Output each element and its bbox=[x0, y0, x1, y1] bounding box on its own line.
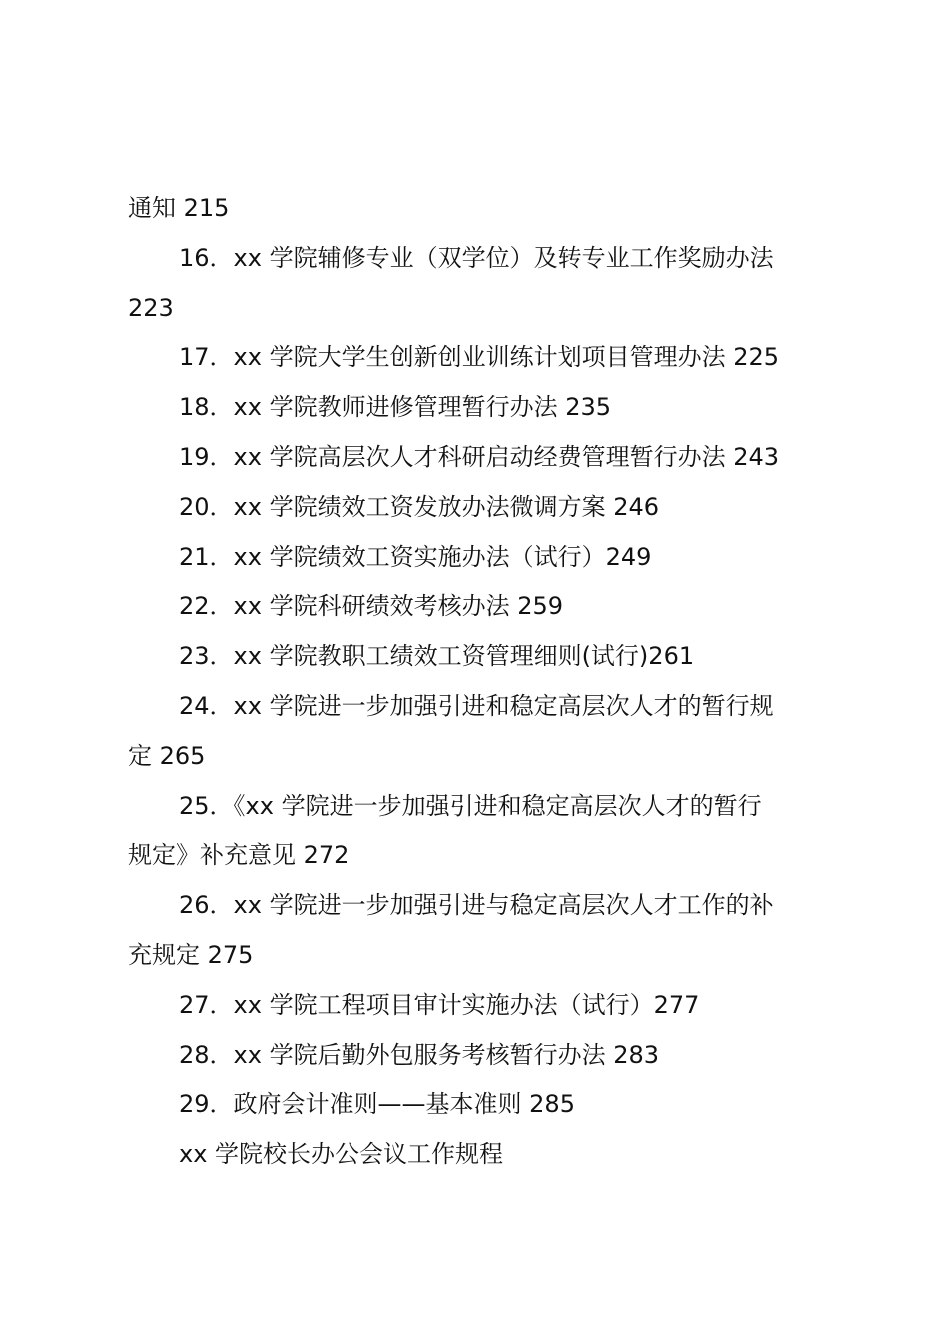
toc-entry-19: 19．xx 学院高层次人才科研启动经费管理暂行办法 243 bbox=[179, 442, 780, 471]
document-heading: xx 学院校长办公会议工作规程 bbox=[179, 1140, 504, 1169]
toc-entry-21: 21．xx 学院绩效工资实施办法（试行）249 bbox=[179, 542, 652, 571]
toc-entry-16: 16．xx 学院辅修专业（双学位）及转专业工作奖励办法 bbox=[179, 243, 774, 272]
toc-entry-22: 22．xx 学院科研绩效考核办法 259 bbox=[179, 592, 564, 621]
toc-entry-24: 24．xx 学院进一步加强引进和稳定高层次人才的暂行规 bbox=[179, 691, 774, 720]
toc-line-continuation: 规定》补充意见 272 bbox=[128, 841, 350, 870]
toc-entry-28: 28．xx 学院后勤外包服务考核暂行办法 283 bbox=[179, 1040, 660, 1069]
toc-entry-17: 17．xx 学院大学生创新创业训练计划项目管理办法 225 bbox=[179, 343, 780, 372]
table-of-contents bbox=[128, 184, 838, 1180]
toc-entry-29: 29．政府会计准则——基本准则 285 bbox=[179, 1090, 575, 1119]
toc-entry-18: 18．xx 学院教师进修管理暂行办法 235 bbox=[179, 393, 612, 422]
toc-entry-20: 20．xx 学院绩效工资发放办法微调方案 246 bbox=[179, 492, 660, 521]
toc-entry-27: 27．xx 学院工程项目审计实施办法（试行）277 bbox=[179, 990, 700, 1019]
toc-entry-23: 23．xx 学院教职工绩效工资管理细则(试行)261 bbox=[179, 642, 695, 671]
toc-line-continuation: 223 bbox=[128, 293, 174, 322]
toc-line-continuation: 充规定 275 bbox=[128, 940, 254, 969]
toc-line-continuation: 通知 215 bbox=[128, 194, 230, 222]
toc-line-continuation: 定 265 bbox=[128, 741, 206, 770]
toc-entry-26: 26．xx 学院进一步加强引进与稳定高层次人才工作的补 bbox=[179, 891, 774, 920]
toc-entry-25: 25．《xx 学院进一步加强引进和稳定高层次人才的暂行 bbox=[179, 791, 762, 820]
